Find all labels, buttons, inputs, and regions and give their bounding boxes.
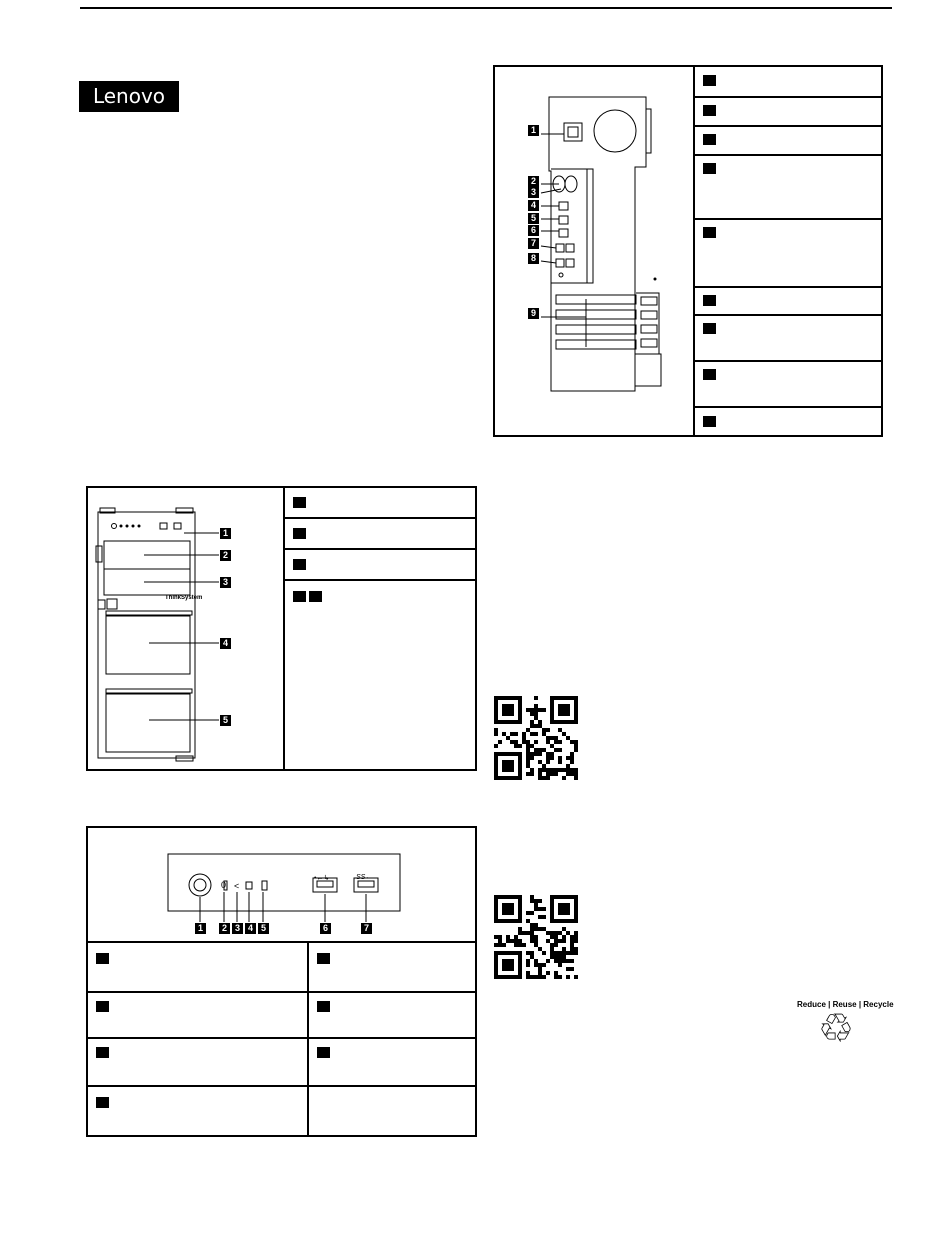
panel-callout-2: 2 (219, 923, 230, 934)
panel-callout-6: 6 (320, 923, 331, 934)
top-rule (80, 7, 892, 9)
front-callout-3: 3 (220, 577, 231, 588)
rear-legend-row (695, 156, 881, 220)
panel-legend-row (88, 1087, 475, 1135)
operator-panel-figure (86, 826, 477, 1137)
rear-callout-7: 7 (528, 238, 539, 249)
front-legend-table (285, 488, 475, 769)
legend-marker (309, 591, 322, 602)
rear-legend-row (695, 288, 881, 316)
rear-callout-1: 1 (528, 125, 539, 136)
legend-marker (703, 416, 716, 427)
qr-code-1 (494, 696, 578, 780)
recycle-label: Reduce | Reuse | Recycle (797, 1000, 894, 1009)
legend-marker (703, 163, 716, 174)
legend-marker (703, 105, 716, 116)
legend-marker (317, 953, 330, 964)
rear-callout-2: 2 (528, 176, 539, 187)
recycle-icon: ♲ (818, 1006, 854, 1052)
legend-marker (703, 369, 716, 380)
svg-text:0: 0 (221, 880, 227, 890)
front-callout-5: 5 (220, 715, 231, 726)
legend-marker (317, 1047, 330, 1058)
panel-callout-3: 3 (232, 923, 243, 934)
front-legend-row (285, 581, 475, 769)
rear-legend-table (695, 67, 881, 435)
svg-text:<: < (234, 881, 240, 891)
legend-marker (703, 75, 716, 86)
panel-callout-5: 5 (258, 923, 269, 934)
panel-legend-row (88, 1039, 475, 1087)
rear-legend-row (695, 316, 881, 362)
legend-marker (96, 1001, 109, 1012)
legend-marker (317, 1001, 330, 1012)
rear-callout-5: 5 (528, 213, 539, 224)
rear-legend-row (695, 408, 881, 435)
legend-marker (703, 227, 716, 238)
usb2-port-label: •←↳ (314, 875, 330, 882)
rear-callout-6: 6 (528, 225, 539, 236)
lenovo-logo: Lenovo (79, 81, 179, 112)
rear-callout-3: 3 (528, 187, 539, 198)
legend-marker (703, 323, 716, 334)
front-legend-row (285, 519, 475, 550)
legend-marker (293, 559, 306, 570)
front-model-label: ThinkSystem (165, 595, 203, 601)
legend-marker (293, 497, 306, 508)
legend-marker (293, 528, 306, 539)
legend-marker (96, 1047, 109, 1058)
front-chassis-drawing (94, 506, 234, 768)
front-callout-1: 1 (220, 528, 231, 539)
rear-legend-row (695, 67, 881, 98)
panel-legend-row (88, 993, 475, 1039)
qr-code-2 (494, 895, 578, 979)
panel-legend-table (88, 941, 475, 1135)
rear-callout-4: 4 (528, 200, 539, 211)
rear-legend-row (695, 98, 881, 127)
legend-marker (96, 1097, 109, 1108)
panel-callout-1: 1 (195, 923, 206, 934)
panel-callout-4: 4 (245, 923, 256, 934)
front-legend-row (285, 488, 475, 519)
front-callout-2: 2 (220, 550, 231, 561)
panel-legend-row (88, 943, 475, 993)
panel-callout-7: 7 (361, 923, 372, 934)
rear-legend-row (695, 362, 881, 408)
rear-legend-row (695, 127, 881, 156)
legend-marker (703, 134, 716, 145)
usb3-port-label: SS← (356, 874, 373, 881)
rear-callout-8: 8 (528, 253, 539, 264)
front-callout-4: 4 (220, 638, 231, 649)
legend-marker (293, 591, 306, 602)
legend-marker (703, 295, 716, 306)
rear-legend-row (695, 220, 881, 288)
legend-marker (96, 953, 109, 964)
rear-view-figure (493, 65, 883, 437)
rear-callout-9: 9 (528, 308, 539, 319)
front-legend-row (285, 550, 475, 581)
front-view-figure (86, 486, 477, 771)
